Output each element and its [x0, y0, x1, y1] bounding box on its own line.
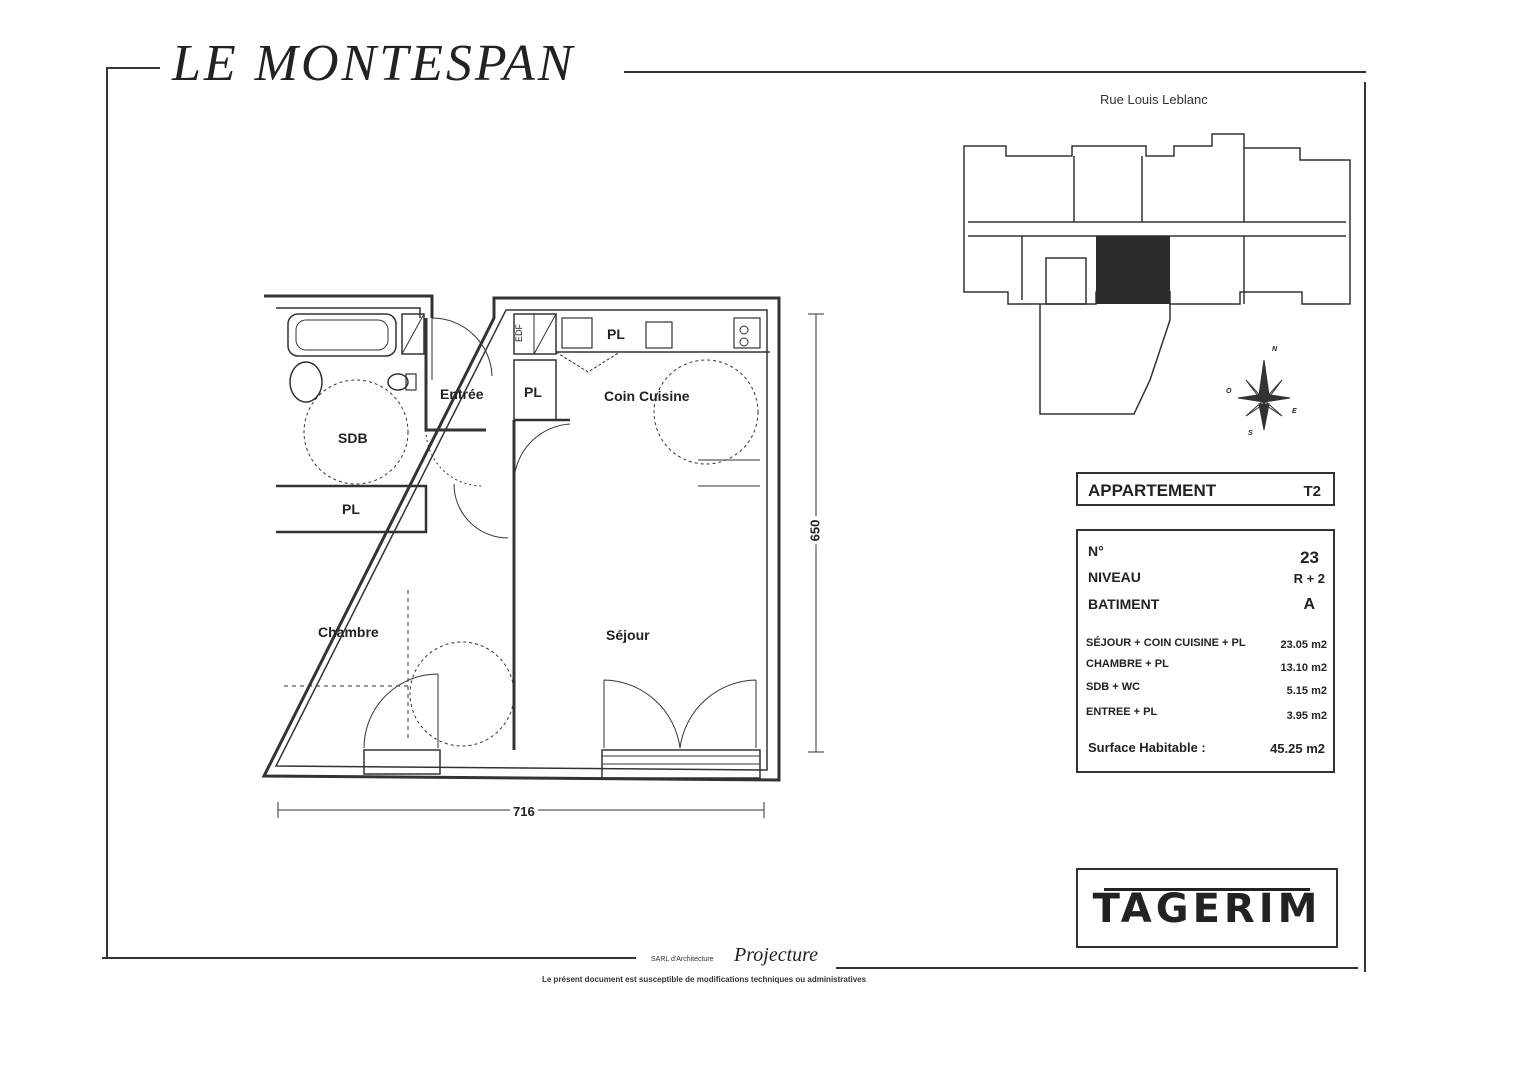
room-label-pl-chambre: PL — [342, 501, 360, 517]
street-name: Rue Louis Leblanc — [1100, 92, 1208, 107]
batiment-value: A — [1303, 596, 1315, 613]
niveau-value: R + 2 — [1293, 571, 1325, 586]
entry-door — [432, 318, 492, 380]
area-label-entree: ENTREE + PL — [1086, 706, 1158, 718]
room-label-entree: Entrée — [440, 386, 484, 402]
area-value-entree: 3.95 m2 — [1286, 710, 1327, 722]
numero-label: N° — [1088, 543, 1104, 559]
area-value-sdb: 5.15 m2 — [1286, 685, 1327, 697]
room-label-chambre: Chambre — [318, 624, 379, 640]
room-label-coin-cuisine: Coin Cuisine — [604, 388, 690, 404]
kitchen-turn-circle — [654, 360, 758, 464]
apartment-label: APPARTEMENT — [1088, 481, 1217, 500]
niveau-label: NIVEAU — [1088, 569, 1141, 585]
chambre-turn-circle — [410, 642, 514, 746]
room-label-sejour: Séjour — [606, 627, 650, 643]
dimension-height: 650 — [807, 517, 822, 545]
surface-habitable-value: 45.25 m2 — [1270, 741, 1325, 756]
compass-north-label: N — [1272, 346, 1278, 353]
washbasin — [290, 362, 322, 402]
highlighted-unit — [1096, 236, 1170, 304]
inner-wall-line — [276, 308, 767, 770]
compass-east-label: E — [1292, 408, 1297, 415]
sejour-french-doors — [604, 680, 756, 748]
apartment-type: T2 — [1303, 483, 1321, 500]
compass-west-label: O — [1226, 388, 1232, 395]
document-title: LE MONTESPAN — [172, 35, 576, 92]
surface-habitable-label: Surface Habitable : — [1088, 740, 1206, 755]
area-value-chambre: 13.10 m2 — [1280, 662, 1327, 674]
area-label-sdb: SDB + WC — [1086, 681, 1141, 693]
room-label-sdb: SDB — [338, 430, 368, 446]
area-label-chambre: CHAMBRE + PL — [1086, 658, 1169, 670]
footer-firm-name: Projecture — [734, 944, 819, 966]
compass-rose — [1238, 360, 1290, 430]
tagerim-logo: TAGERIM — [1092, 886, 1322, 932]
numero-value: 23 — [1300, 548, 1319, 567]
tagerim-logo-box — [1076, 868, 1338, 948]
dimension-width: 716 — [510, 804, 538, 819]
wc — [388, 374, 408, 390]
footer-disclaimer: Le présent document est susceptible de modifications techniques ou administratives — [542, 975, 867, 984]
room-label-pl-cuisine: PL — [607, 326, 625, 342]
area-label-sejour: SÉJOUR + COIN CUISINE + PL — [1086, 637, 1246, 649]
apartment-header-box — [1076, 472, 1335, 506]
footer-firm-type: SARL d'Architecture — [651, 956, 714, 963]
apartment-info-box — [1076, 529, 1335, 773]
room-label-edf: EDF — [514, 324, 524, 342]
compass-south-label: S — [1248, 430, 1253, 437]
batiment-label: BATIMENT — [1088, 596, 1160, 612]
room-label-pl-entree: PL — [524, 384, 542, 400]
outer-wall — [264, 296, 779, 780]
area-value-sejour: 23.05 m2 — [1280, 639, 1327, 651]
